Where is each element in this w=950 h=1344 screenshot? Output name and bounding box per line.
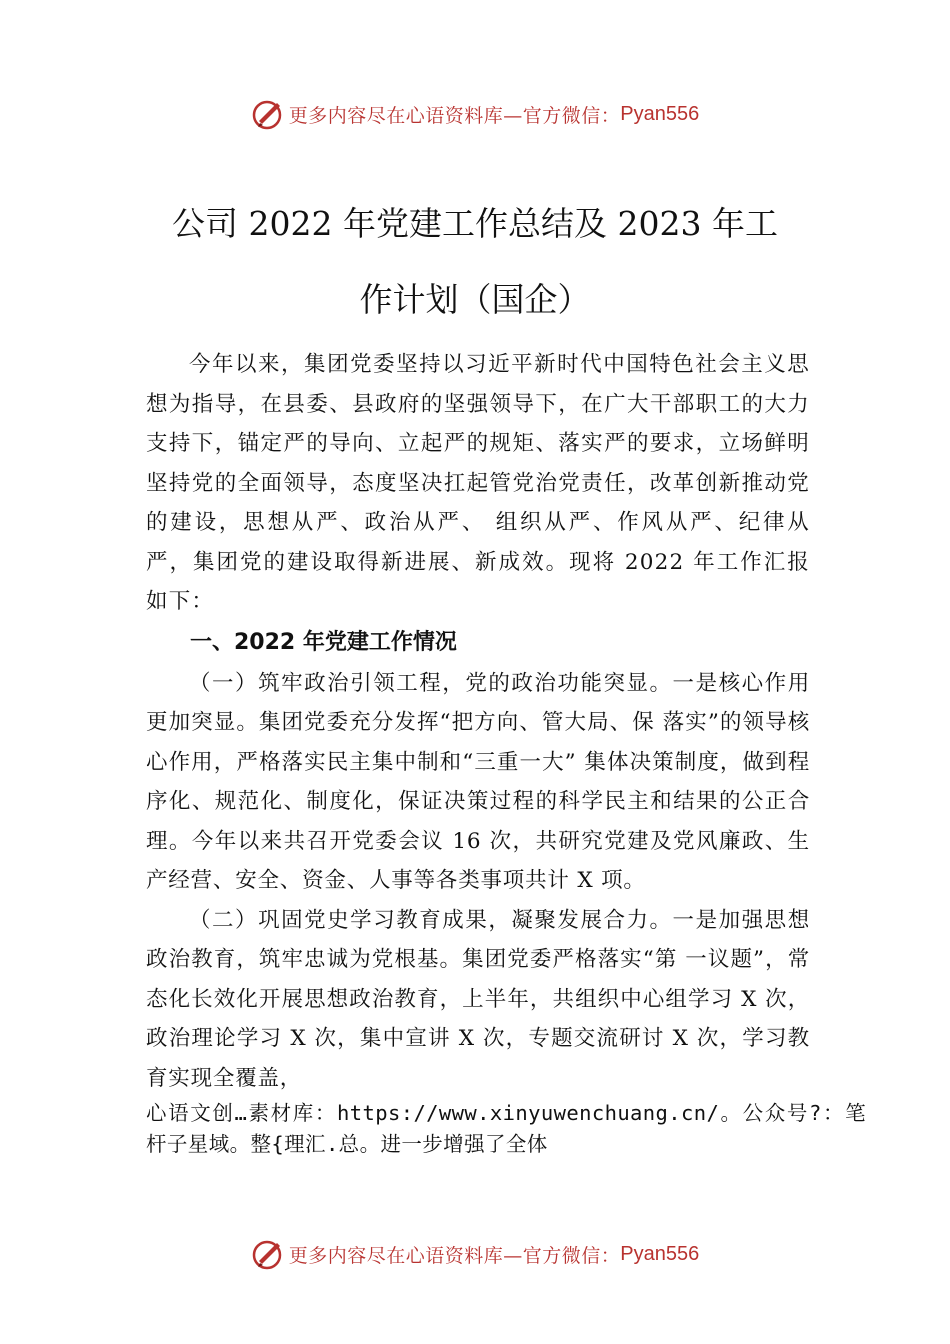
title-line-1: 公司 2022 年党建工作总结及 2023 年工 xyxy=(172,204,778,243)
pen-logo-icon xyxy=(251,1237,285,1271)
footer-watermark-banner xyxy=(0,1234,950,1274)
pen-logo-icon xyxy=(251,97,285,131)
section-2-tail: 心语文创…素材库：https://www.xinyuwenchuang.cn/。公众号?：笔杆子星域。整{理汇.总。进一步增强了全体 xyxy=(146,1101,866,1156)
document-title xyxy=(150,186,800,338)
title-line-2: 作计划（国企） xyxy=(359,280,591,319)
document-body xyxy=(146,345,866,1160)
wechat-id: Pyan556 xyxy=(620,102,700,125)
section-heading: 一、2022 年党建工作情况 xyxy=(190,629,457,655)
banner-text: 更多内容尽在心语资料库—官方微信： xyxy=(288,1244,621,1267)
section-2-paragraph: （二）巩固党史学习教育成果，凝聚发展合力。一是加强思想政治教育，筑牢忠诚为党根基。集团党委严格落实“第 一议题”，常态化长效化开展思想政治教育，上半年，共组织中心组学习 X 次，政治理论学习 X 次，集中宣讲 X 次，专题交流研讨 X 次，学习教育实现全覆盖， xyxy=(146,907,810,1091)
intro-paragraph: 今年以来，集团党委坚持以习近平新时代中国特色社会主义思想为指导，在县委、县政府的坚强领导下，在广大干部职工的大力支持下，锚定严的导向、立起严的规矩、落实严的要求，立场鲜明坚持党的全面领导，态度坚决扛起管党治党责任，改革创新推动党的建设，思想从严、政治从严、 组织从严、作风从严、纪律从严，集团党的建设取得新进展、新成效。现将 2022 年工作汇报如下： xyxy=(146,352,810,614)
header-watermark-banner xyxy=(0,94,950,134)
wechat-id: Pyan556 xyxy=(620,1242,700,1265)
section-1-paragraph: （一）筑牢政治引领工程，党的政治功能突显。一是核心作用更加突显。集团党委充分发挥“把方向、管大局、保 落实”的领导核心作用，严格落实民主集中制和“三重一大” 集体决策制度，做到程序化、规范化、制度化，保证决策过程的科学民主和结果的公正合理。今年以来共召开党委会议 16 次，共研究党建及党风廉政、生产经营、安全、资金、人事等各类事项共计 X 项。 xyxy=(146,670,810,893)
banner-text: 更多内容尽在心语资料库—官方微信： xyxy=(288,104,621,127)
